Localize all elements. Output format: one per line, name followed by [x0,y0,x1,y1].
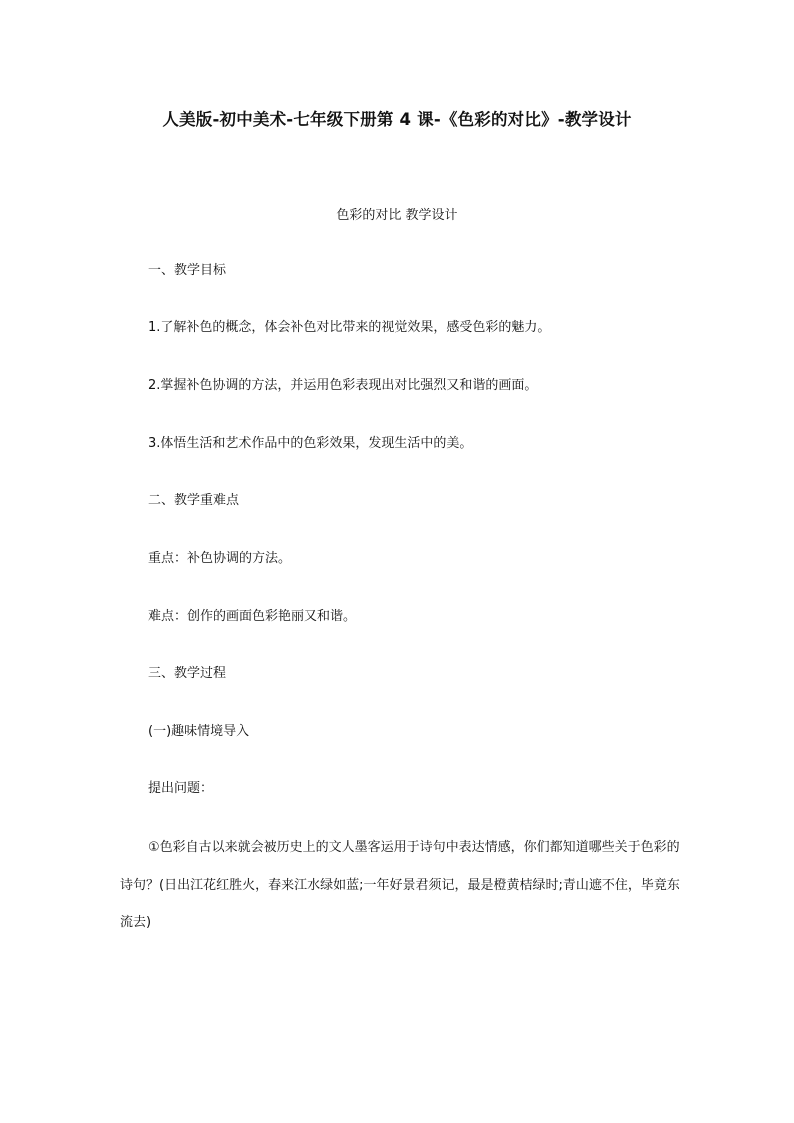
subsection-heading-intro: (一)趣味情境导入 [148,724,250,739]
key-point: 重点：补色协调的方法。 [148,551,292,566]
objective-item-3: 3.体悟生活和艺术作品中的色彩效果，发现生活中的美。 [148,436,473,451]
objective-item-1: 1.了解补色的概念，体会补色对比带来的视觉效果，感受色彩的魅力。 [148,320,551,335]
document-title: 人美版-初中美术-七年级下册第 4 课-《色彩的对比》-教学设计 [162,110,632,129]
question-paragraph-1: ①色彩自古以来就会被历史上的文人墨客运用于诗句中表达情感，你们都知道哪些关于色彩的诗句？(日出江花红胜火，春来江水绿如蓝;一年好景君须记，最是橙黄桔绿时;青山遮不住，毕竟东流去) [120,840,680,930]
difficult-point: 难点：创作的画面色彩艳丽又和谐。 [148,609,357,624]
objective-item-2: 2.掌握补色协调的方法，并运用色彩表现出对比强烈又和谐的画面。 [148,378,538,393]
section-heading-process: 三、教学过程 [148,666,227,681]
section-heading-key-points: 二、教学重难点 [148,493,240,508]
section-heading-objectives: 一、教学目标 [148,263,227,278]
document-subtitle: 色彩的对比 教学设计 [336,208,458,223]
question-intro: 提出问题： [148,781,214,796]
